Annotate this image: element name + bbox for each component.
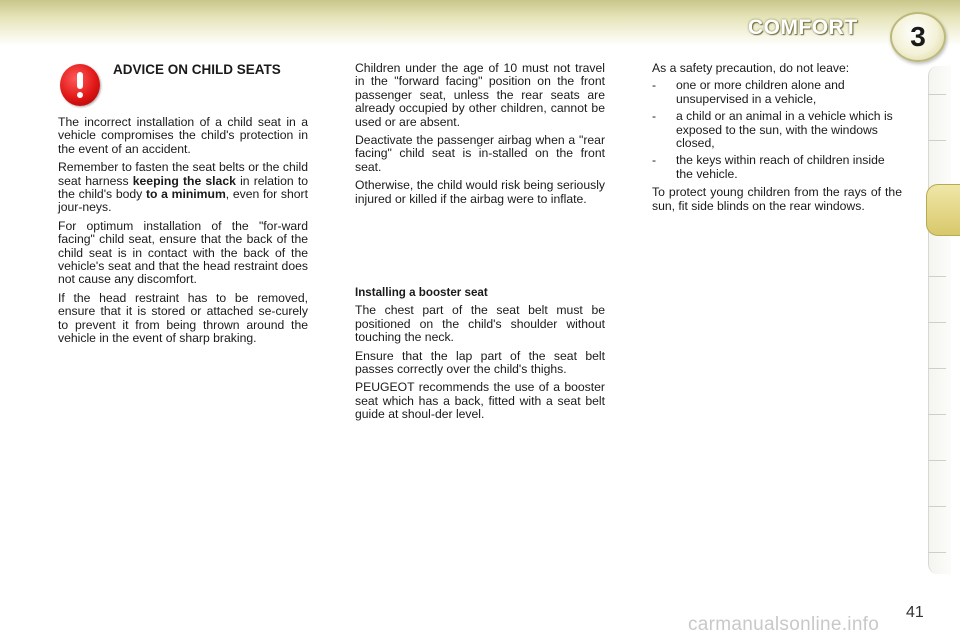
bullet-list <box>652 79 902 181</box>
bullet-marker: - <box>652 109 657 124</box>
text-run: in relation to the child's body <box>58 173 309 202</box>
list-item-text: the keys within reach of children inside the vehicle. <box>676 153 885 181</box>
paragraph: Ensure that the lap part of the seat belt passes correctly over the child's thighs. <box>355 348 605 377</box>
chapter-number-badge: 3 <box>890 12 946 62</box>
paragraph: The incorrect installation of a child seat in a vehicle compromises the child's protection in the event of an accident. <box>58 115 308 156</box>
tab-divider <box>928 414 946 415</box>
chapter-title: COMFORT <box>748 16 858 39</box>
text-run: , even for short jour-neys. <box>58 187 308 215</box>
list-item <box>652 110 902 150</box>
tab-divider <box>928 506 946 507</box>
list-item <box>652 79 902 106</box>
tab-divider <box>928 322 946 323</box>
bullet-marker: - <box>652 153 657 168</box>
paragraph: If the head restraint has to be removed, ensure that it is stored or attached se-curely to prevent it from being thrown around the vehicle in the event of sharp braking. <box>58 290 308 346</box>
section-title: ADVICE ON CHILD SEATS <box>113 62 281 77</box>
watermark: carmanualsonline.info <box>688 614 880 635</box>
paragraph: The chest part of the seat belt must be positioned on the child's shoulder without touching the neck. <box>355 303 605 345</box>
bullet-marker: - <box>652 78 657 93</box>
tab-divider <box>928 460 946 461</box>
paragraph: For optimum installation of the "for-ward facing" child seat, ensure that the back of the child seat is in contact with the back of the vehicle's seat and that the head restraint does not cause any discomfort. <box>58 218 308 287</box>
column-3 <box>652 62 902 218</box>
emphasis-text: keeping the slack <box>132 173 236 188</box>
column-1 <box>58 116 308 351</box>
column-2-booster <box>355 286 605 427</box>
subsection-title: Installing a booster seat <box>355 286 488 299</box>
list-item <box>652 154 902 181</box>
tab-divider <box>928 368 946 369</box>
column-2-top <box>355 62 605 211</box>
paragraph: Deactivate the passenger airbag when a "rear facing" child seat is in-stalled on the front seat. <box>355 133 605 174</box>
paragraph: Children under the age of 10 must not travel in the "forward facing" position on the front passenger seat, unless the rear seats are already occupied by other children, cannot be used or are absent. <box>355 61 605 129</box>
tab-divider <box>928 140 946 141</box>
warning-exclamation-icon <box>60 64 100 106</box>
text-run: Remember to fasten the seat belts or the child seat harness <box>58 160 308 188</box>
list-item-text: one or more children alone and unsupervised in a vehicle, <box>676 78 845 106</box>
chapter-tab-rail <box>928 66 951 574</box>
paragraph: Otherwise, the child would risk being seriously injured or killed if the airbag were to inflate. <box>355 178 605 206</box>
page-number: 41 <box>906 604 924 621</box>
paragraph: To protect young children from the rays of the sun, fit side blinds on the rear windows. <box>652 185 902 213</box>
tab-divider <box>928 552 946 553</box>
tab-divider <box>928 94 946 95</box>
list-item-text: a child or an animal in a vehicle which is exposed to the sun, with the windows closed, <box>676 109 893 151</box>
emphasis-text: to a minimum <box>145 187 226 202</box>
paragraph <box>58 161 308 215</box>
paragraph: PEUGEOT recommends the use of a booster seat which has a back, fitted with a seat belt guide at shoul-der level. <box>355 380 605 422</box>
paragraph: As a safety precaution, do not leave: <box>652 61 850 75</box>
chapter-tab-active[interactable] <box>926 184 960 236</box>
tab-divider <box>928 276 946 277</box>
